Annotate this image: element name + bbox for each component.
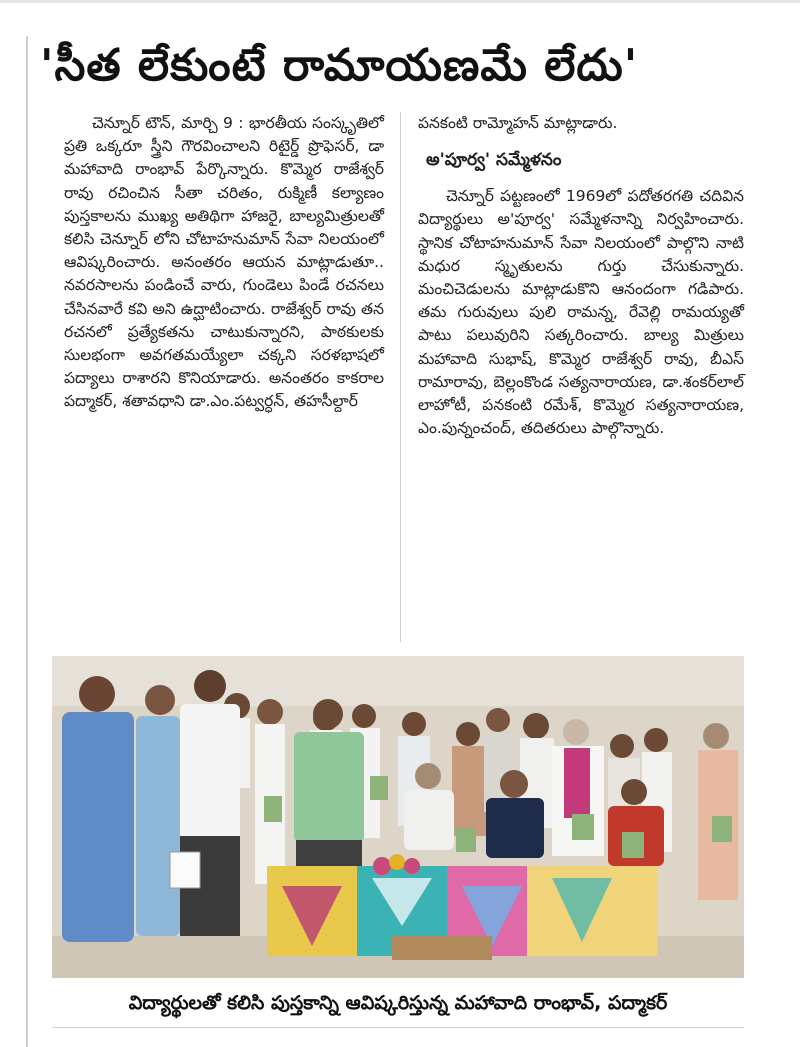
right-column-top-text: పనకంటి రామ్మోహన్ మాట్లాడారు. bbox=[418, 114, 618, 132]
bottom-rule bbox=[52, 1027, 744, 1028]
group-photo-image bbox=[52, 656, 744, 978]
article-left-column bbox=[64, 112, 384, 640]
left-column-text: చెన్నూర్ టౌన్, మార్చి 9 : భారతీయ సంస్కృతిలో ప్రతి ఒక్కరూ స్త్రీని గౌరవించాలని రిటైర్డ్ ప్రొఫెసర్, డా మహావాది రాంభావ్ పేర్కొన్నారు. కొమ్మెర రాజేశ్వర్ రావు రచించిన సీతా చరితం, రుక్మిణీ కల్యాణం పుస్తకాలను ముఖ్య అతిథిగా హాజరై, బాల్యమిత్రులతో కలిసి చెన్నూర్ లోని చోటాహనుమాన్ సేవా నిలయంలో ఆవిష్కరించారు. అనంతరం ఆయన మాట్లాడుతూ.. నవరసాలను పండించే వారు, గుండెలు పిండే రచనలు చేసినవారే కవి అని ఉద్ఘాటించారు. రాజేశ్వర్ రావు తన రచనలో ప్రత్యేకతను చాటుకున్నారని, పాఠకులకు సులభంగా అవగతమయ్యేలా చక్కని సరళభాషలో పద్యాలు రాశారని కొనియాడారు. అనంతరం కాకరాల పద్మాకర్, శతావధాని డా.ఎం.పట్వర్ధన్, తహసీల్దార్ bbox=[64, 114, 384, 411]
page-frame-line bbox=[26, 36, 28, 1047]
article-subheading: అ'పూర్వ' సమ్మేళనం bbox=[426, 150, 562, 171]
group-photo bbox=[52, 656, 744, 978]
right-column-body-text: చెన్నూర్ పట్టణంలో 1969లో పదోతరగతి చదివిన విద్యార్థులు అ'పూర్వ' సమ్మేళనాన్ని నిర్వహించారు. స్థానిక చోటాహనుమాన్ సేవా నిలయంలో పాల్గొని నాటి మధుర స్మృతులను గుర్తు చేసుకున్నారు. మంచిచెడులను మాట్లాడుకొని ఆనందంగా గడిపారు. తమ గురువులు పులి రామన్న, రేవెల్లి రామయ్యతో పాటు పలువురిని సత్కరించారు. బాల్య మిత్రులు మహావాది సుభాష్, కొమ్మెర రాజేశ్వర్ రావు, బీఎస్ రామారావు, బెల్లంకొండ సత్యనారాయణ, డా.శంకర్‌లాల్ లాహోటీ, పనకంటి రమేశ్, కొమ్మెర సత్యనారాయణ, ఎం.పున్నంచంద్, తదితరులు పాల్గొన్నారు. bbox=[418, 187, 744, 438]
photo-caption: విద్యార్థులతో కలిసి పుస్తకాన్ని ఆవిష్కరిస్తున్న మహావాది రాంభావ్, పద్మాకర్ bbox=[128, 992, 668, 1014]
top-rule bbox=[0, 0, 800, 3]
article-headline: 'సీత లేకుంటే రామాయణమే లేదు' bbox=[40, 40, 639, 91]
article-right-column bbox=[418, 112, 744, 652]
column-divider bbox=[400, 112, 401, 642]
